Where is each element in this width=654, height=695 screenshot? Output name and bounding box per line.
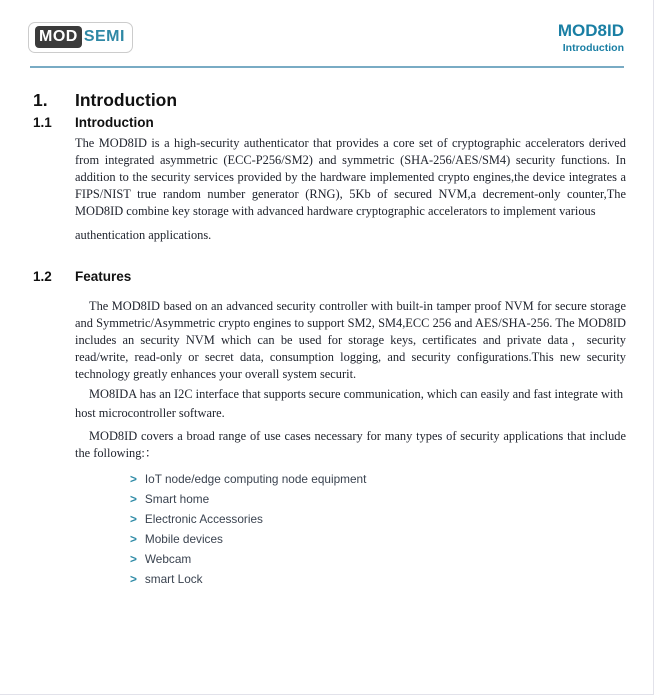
product-name: MOD8ID [557, 21, 624, 40]
list-item-label: Webcam [144, 552, 192, 566]
chevron-bullet-icon: > [130, 532, 137, 546]
logo-mod-badge: MOD [35, 26, 82, 48]
features-paragraph-2: MO8IDA has an I2C interface that supports secure communication, which can easily and fast integrate with host microcontroller software. [75, 387, 624, 420]
use-case-list [130, 473, 653, 585]
document-section-label: Introduction [562, 42, 624, 54]
section-1-title: Introduction [75, 90, 178, 110]
features-paragraph-3: MOD8ID covers a broad range of use cases necessary for many types of security applications that include the following:： [75, 429, 626, 460]
intro-paragraph: The MOD8ID is a high-security authenticator that provides a core set of cryptographic accelerators derived from integrated asymmetric (ECC-P256/SM2) and symmetric (SHA-256/AES/SM4) security functions. In addition to the security services provided by the hardware implemented crypto engines,the device integrates a FIPS/NIST true random number generator (RNG), 5Kb of secured NVM,a decrement-only counter,The MOD8ID combine key storage with advanced hardware cryptographic accelerators to implement various [75, 136, 626, 218]
section-1-2-heading [0, 268, 653, 285]
list-item-label: smart Lock [144, 572, 203, 586]
list-item [130, 493, 653, 505]
list-item [130, 573, 653, 585]
features-paragraph-1: The MOD8ID based on an advanced security controller with built-in tamper proof NVM for secure storage and Symmetric/Asymmetric crypto engines to support SM2, SM4,ECC 256 and AES/SHA-256. The MOD8ID includes an security NVM which can be used for storage keys, certificates and private data，security read/write, read-only or secret data, consumption logging, and security configurations.This new security technology greatly enhances your overall system securit. [75, 299, 626, 381]
header-rule-divider [30, 66, 624, 68]
chevron-bullet-icon: > [130, 552, 137, 566]
list-item-label: Electronic Accessories [144, 512, 263, 526]
section-1-1-title: Introduction [75, 115, 154, 130]
chevron-bullet-icon: > [130, 492, 137, 506]
logo-semi-text: SEMI [83, 28, 125, 45]
list-item [130, 533, 653, 545]
page-content [0, 84, 653, 593]
section-1-heading [0, 90, 653, 111]
header-right [558, 21, 624, 54]
list-item [130, 553, 653, 565]
section-1-2-title: Features [75, 269, 132, 284]
modsemi-logo [28, 22, 133, 53]
chevron-bullet-icon: > [130, 572, 137, 586]
section-1-1-heading [0, 114, 653, 131]
section-1-1-number: 1.1 [33, 115, 52, 130]
chevron-bullet-icon: > [130, 472, 137, 486]
section-1-number: 1. [33, 90, 48, 110]
section-1-2-number: 1.2 [33, 269, 52, 284]
chevron-bullet-icon: > [130, 512, 137, 526]
list-item-label: IoT node/edge computing node equipment [144, 472, 367, 486]
intro-paragraph-tail: authentication applications. [75, 228, 212, 242]
list-item [130, 513, 653, 525]
list-item-label: Smart home [144, 492, 210, 506]
list-item [130, 473, 653, 485]
list-item-label: Mobile devices [144, 532, 223, 546]
